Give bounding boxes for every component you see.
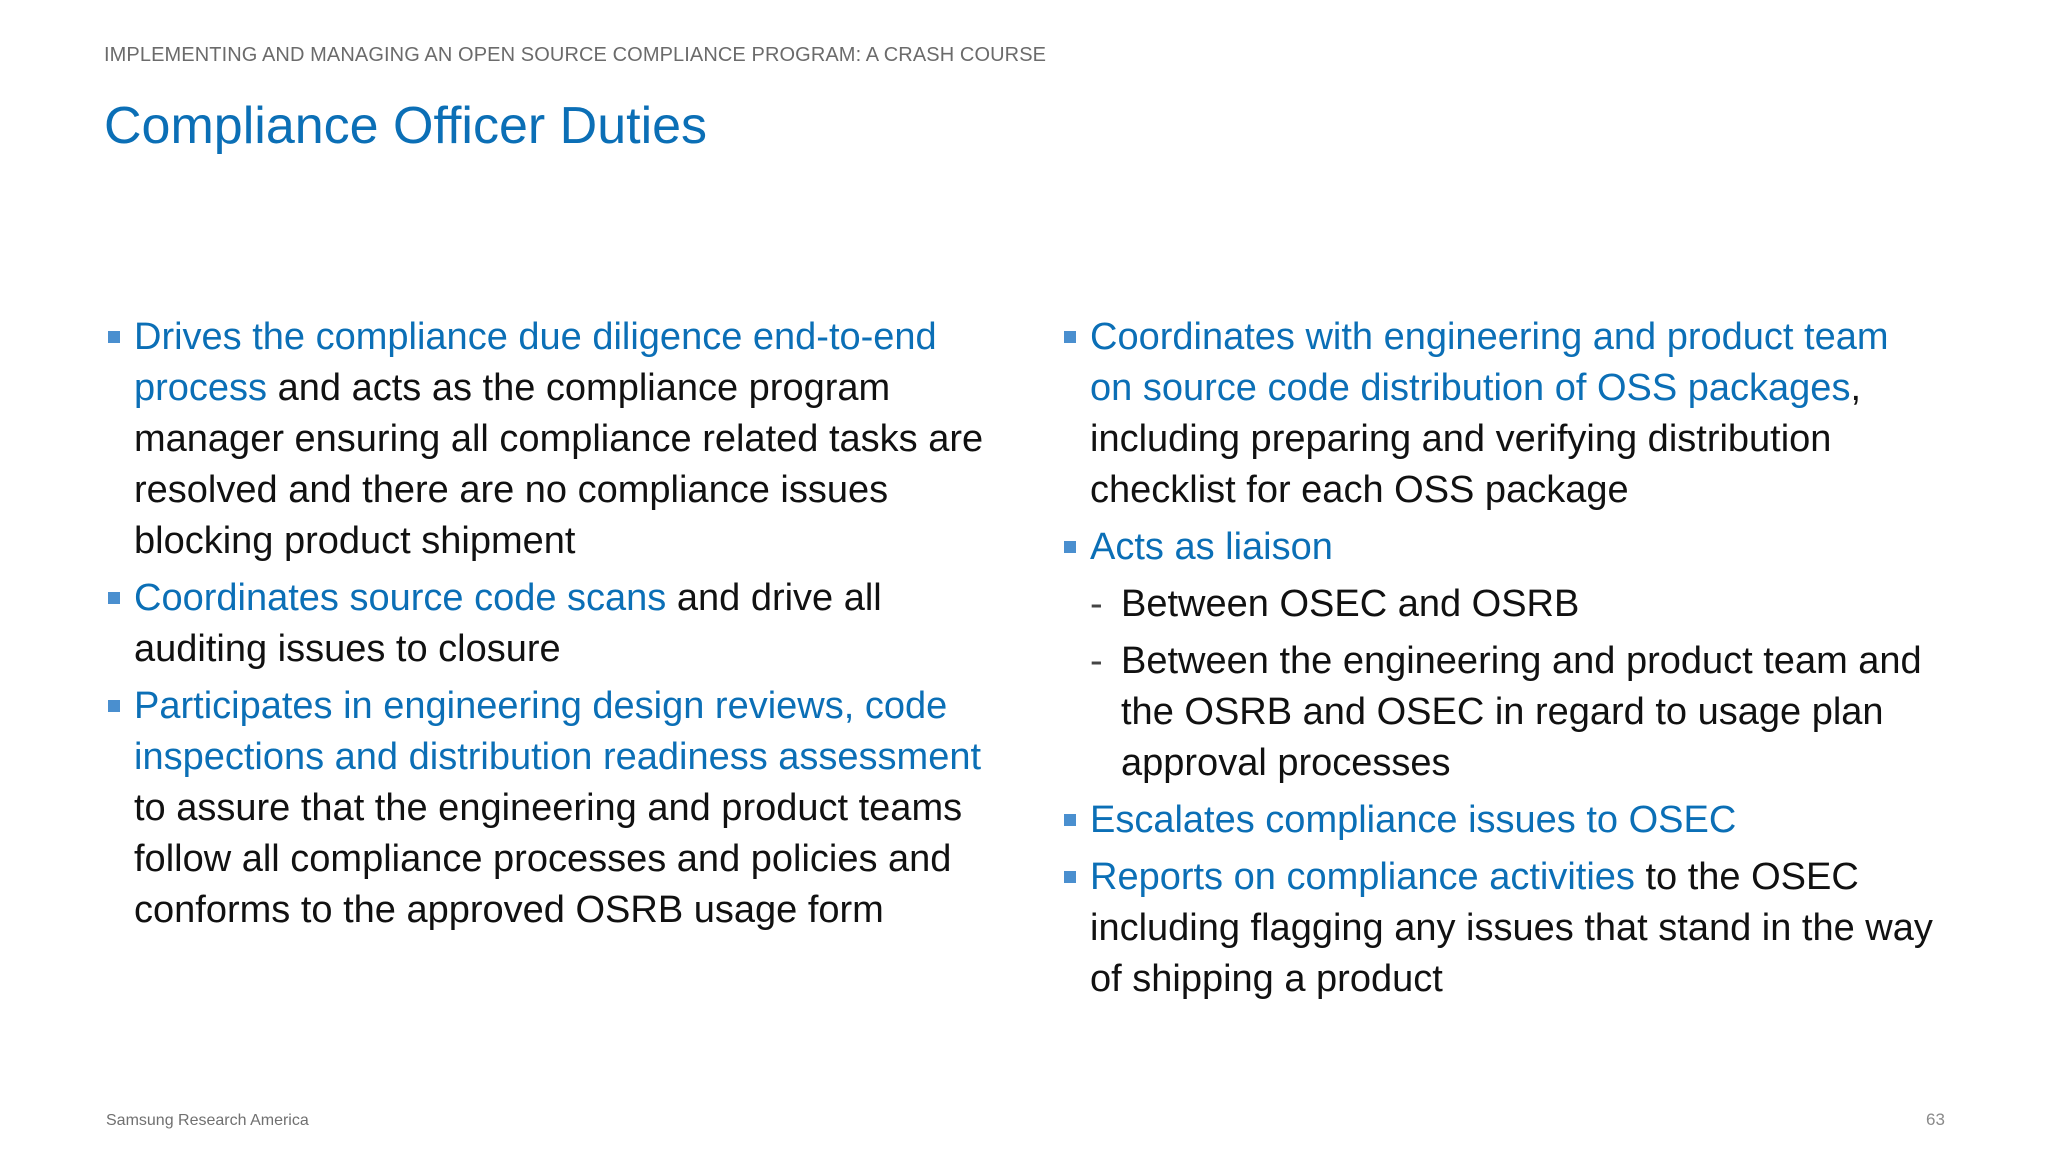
bullet-item [1060,312,1940,516]
bullet-highlight: Coordinates with engineering and product team on source code distribution of OSS packages [1090,316,1889,409]
footer-organization: Samsung Research America [106,1112,309,1129]
square-bullet-icon [108,592,120,604]
bullet-text: to assure that the engineering and product teams follow all compliance processes and policies and conforms to the approved OSRB usage form [134,787,963,931]
bullet-highlight: Drives the compliance due diligence end-to-end process [134,316,937,409]
bullet-highlight: Participates in engineering design reviews, code inspections and distribution readiness assessment [134,685,982,778]
right-column [1060,312,1940,1011]
sub-bullet-text: Between the engineering and product team and the OSRB and OSEC in regard to usage plan approval processes [1121,640,1922,784]
bullet-highlight: Coordinates source code scans [134,577,667,619]
left-column [104,312,984,942]
bullet-text: , including preparing and verifying distribution checklist for each OSS package [1090,367,1862,511]
bullet-item [1060,852,1940,1005]
dash-bullet-icon: - [1090,583,1103,625]
bullet-text: and drive all auditing issues to closure [134,577,882,670]
course-title-header: IMPLEMENTING AND MANAGING AN OPEN SOURCE COMPLIANCE PROGRAM: A CRASH COURSE [104,44,1047,66]
sub-bullet-list [1090,579,1940,789]
bullet-highlight: Escalates compliance issues to OSEC [1090,799,1737,841]
sub-bullet-text: Between OSEC and OSRB [1121,583,1580,625]
left-bullet-list [104,312,984,936]
bullet-item [1060,522,1940,789]
square-bullet-icon [1064,331,1076,343]
bullet-highlight: Reports on compliance activities [1090,856,1635,898]
square-bullet-icon [1064,871,1076,883]
right-bullet-list [1060,312,1940,1005]
bullet-item [1060,795,1940,846]
bullet-item [104,573,984,675]
square-bullet-icon [1064,814,1076,826]
slide-title: Compliance Officer Duties [104,97,708,155]
bullet-item [104,312,984,567]
bullet-highlight: Acts as liaison [1090,526,1333,568]
square-bullet-icon [1064,541,1076,553]
square-bullet-icon [108,331,120,343]
bullet-text: to the OSEC including flagging any issues that stand in the way of shipping a product [1090,856,1933,1000]
bullet-text: and acts as the compliance program manager ensuring all compliance related tasks are resolved and there are no compliance issues blocking product shipment [134,367,984,562]
sub-bullet-item [1090,579,1940,630]
bullet-item [104,681,984,936]
page-number: 63 [1926,1110,1945,1129]
dash-bullet-icon: - [1090,640,1103,682]
square-bullet-icon [108,700,120,712]
sub-bullet-item [1090,636,1940,789]
